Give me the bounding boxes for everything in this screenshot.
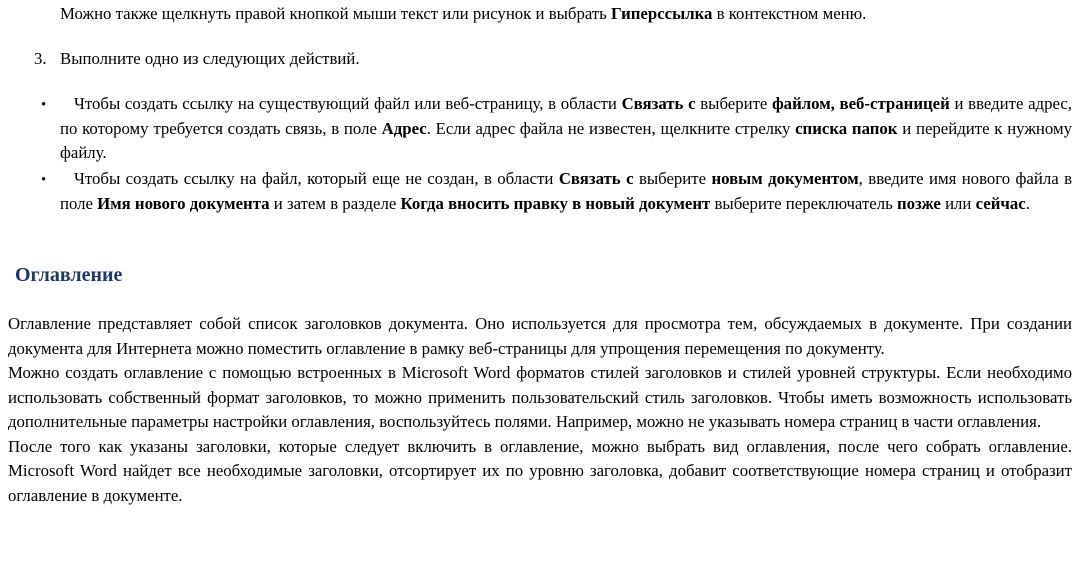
bold-term: позже <box>896 193 941 213</box>
bold-term: Связать с <box>558 169 634 188</box>
step-3 <box>34 47 360 72</box>
bullet-text: и введите адрес, по которому требуется создать связь, в поле <box>60 94 1072 138</box>
bullet-marker: • <box>41 97 47 113</box>
bold-term: Имя нового документа <box>97 193 270 213</box>
bullet-text: . Если адрес файла не известен, щелкните стрелку <box>426 118 796 138</box>
bullet-text: . <box>1025 193 1030 213</box>
bullet-item-2 <box>60 167 1072 216</box>
section-heading: Оглавление <box>15 264 123 286</box>
intro-line <box>60 2 1080 27</box>
bold-term: новым документом <box>711 169 859 188</box>
hyperlink-term: Гиперссылка <box>611 4 713 23</box>
bullet-text: выберите переключатель <box>710 193 897 213</box>
paragraph-3: После того как указаны заголовки, которые следует включить в оглавление, можно выбрать вид оглавления, после чего собрать оглавление. Microsoft Word найдет все необходимые заголовки, отсортирует их по уровню заголовка, добавит соответствующие номера страниц и отобразит оглавление в документе. <box>8 436 1072 505</box>
bold-term: сейчас <box>975 193 1026 213</box>
bold-term: Адрес <box>381 118 427 138</box>
section-body <box>8 312 1072 508</box>
intro-text: Можно также щелкнуть правой кнопкой мыши текст или рисунок и выбрать <box>60 4 612 23</box>
bullet-item-1 <box>60 92 1072 166</box>
bullet-text: и перейдите к нужному файлу. <box>60 118 1072 162</box>
bold-term: списка папок <box>795 118 898 138</box>
paragraph-1: Оглавление представляет собой список заголовков документа. Оно используется для просмотра тем, обсуждаемых в документе. При создании документа для Интернета можно поместить оглавление в рамку веб-страницы для упрощения перемещения по документу. <box>8 314 1072 358</box>
paragraph-2: Можно создать оглавление с помощью встроенных в Microsoft Word форматов стилей заголовков и стилей уровней структуры. Если необходимо использовать собственный формат заголовков, то можно применить пользовательский стиль заголовков. Чтобы иметь возможность использовать дополнительные параметры настройки оглавления, воспользуйтесь полями. Например, можно не указывать номера страниц в части оглавления. <box>8 363 1072 431</box>
bullet-text: и затем в разделе <box>269 193 401 213</box>
bullet-text: или <box>940 193 976 213</box>
step-text: Выполните одно из следующих действий. <box>60 49 360 68</box>
bullet-text: выберите <box>633 169 712 188</box>
intro-text-end: в контекстном меню. <box>712 4 867 23</box>
bold-term: Когда вносить правку в новый документ <box>400 193 711 213</box>
bullet-text: Чтобы создать ссылку на файл, который еще не создан, в области <box>74 169 559 188</box>
step-number: 3. <box>34 49 47 68</box>
bold-term: файлом, веб-страницей <box>772 94 950 113</box>
bold-term: Связать с <box>621 94 696 113</box>
bullet-marker: • <box>41 172 47 188</box>
bullet-text: , введите имя нового файла в поле <box>60 169 1072 213</box>
bullet-text: Чтобы создать ссылку на существующий файл или веб-страницу, в области <box>74 94 622 113</box>
bullet-text: выберите <box>695 94 773 113</box>
